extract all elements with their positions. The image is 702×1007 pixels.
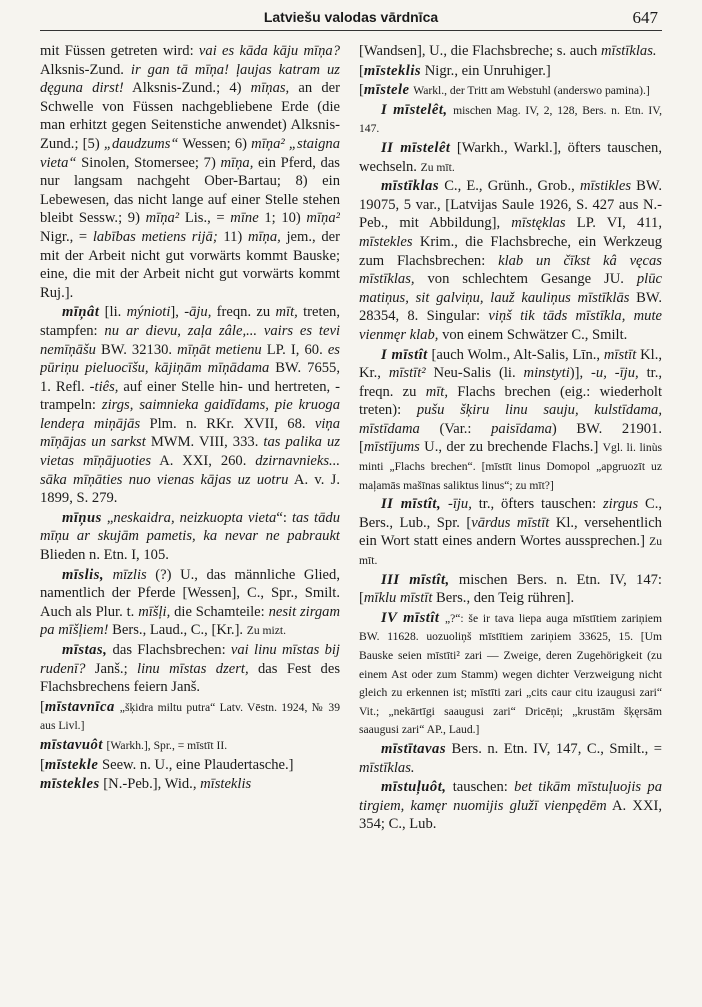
entry-text: U., der zu brechende Flachs.] — [419, 439, 603, 456]
italic-text: viņš tik tāds mīstīkla, mute vienmęr klab, — [359, 308, 662, 343]
entry-text: Janš.; — [85, 660, 138, 677]
dictionary-entry — [359, 778, 662, 834]
entry-text: Lis., = — [179, 210, 231, 227]
entry-text: mit Füssen getreten wird: — [40, 43, 199, 59]
italic-text: plūc matiņus, sit galviņu, lauž kauliņus mīstīklās — [359, 271, 662, 306]
dictionary-entry — [40, 775, 340, 794]
entry-headword: mīstītavas — [381, 740, 446, 757]
entry-text: BW. 28354, 8. Singular: — [359, 289, 662, 325]
entry-text: BW. 19075, 5 var., [Latvijas Saule 1926, S. 427 aus N.-Peb., mit Abbildung], — [359, 178, 662, 232]
dictionary-entry — [40, 736, 340, 755]
entry-text: treten, stampfen: — [40, 304, 340, 339]
entry-text: ein Pferd, das nur langsam nachgeht Ober-Bartau; 8) ein Lebewesen, das nicht lange auf einer Stelle stehen bleibt Sessw.; 9) — [40, 154, 340, 227]
left-column — [40, 42, 340, 992]
entry-text: Bers., den Teig rühren]. — [432, 590, 575, 607]
entry-headword: I mīstelêt, — [381, 101, 448, 118]
entry-text: [li. — [99, 304, 127, 321]
italic-text: mīstęklas — [511, 215, 566, 232]
entry-text: tauschen: — [446, 779, 515, 796]
entry-text: jem., der mit der Arbeit nicht gut vorwärts kommt Bauske; eine, die mit der Arbeit nicht gut vorwärts kommt Ruj.]. — [40, 228, 340, 301]
dictionary-entry — [40, 641, 340, 697]
entry-text: Kl., Kr., — [359, 346, 662, 382]
italic-text: mīšļi, — [138, 603, 171, 620]
dictionary-entry — [359, 571, 662, 608]
italic-text: mīņa² — [306, 210, 340, 227]
entry-text: “: — [276, 509, 292, 526]
entry-text: Sinolen, Stomersee; 7) — [76, 154, 221, 171]
italic-text: minstyti — [523, 365, 570, 382]
entry-headword: mīstekles — [40, 776, 100, 793]
italic-text: vai linu mīstas bij rudenī? — [40, 642, 340, 677]
entry-text: A. XXI, 354; C., Lub. — [359, 797, 662, 833]
entry-text: (Var.: — [419, 420, 492, 437]
entry-text: [Warkh., Warkl.], öfters tauschen, wechseln. — [359, 139, 662, 175]
entry-headword: mīsteklis — [363, 62, 422, 79]
entry-text: C., Bers., Lub., Spr. [ — [359, 496, 662, 531]
italic-text: viņa mīņājas un sarkst — [40, 415, 340, 451]
entry-text: das Fest des Flachsbrechens feiern Janš. — [40, 660, 340, 696]
italic-text: mīsteklis — [200, 776, 252, 793]
italic-text: ir gan tā mīņa! ļaujas katram uz dęguna dirst! — [40, 61, 340, 97]
entry-text: Seew. n. U., eine Plaudertasche.] — [98, 756, 294, 773]
entry-text: [ — [359, 82, 364, 99]
entry-text: Neu-Salis (li. — [425, 365, 524, 382]
entry-headword: II mīstelêt — [381, 139, 451, 156]
small-note: Zu mīt. — [359, 535, 662, 568]
italic-text: tiês, — [94, 378, 119, 395]
italic-text: mīņāt metienu — [177, 341, 262, 358]
entry-headword: mīstavnīca — [44, 698, 115, 715]
italic-text: mīklu mīstīt — [363, 590, 433, 607]
entry-headword: III mīstît, — [381, 571, 450, 588]
italic-text: mīt, — [275, 304, 298, 321]
dictionary-entry — [359, 609, 662, 739]
dictionary-entry — [359, 495, 662, 569]
running-header — [40, 8, 662, 31]
italic-text: labības metiens rijā; — [92, 228, 218, 245]
italic-text: mīt, — [425, 383, 448, 400]
entry-text: Blieden n. Etn. I, 105. — [40, 547, 169, 564]
entry-text: BW. 7655, 1. Refl. - — [40, 360, 340, 395]
italic-text: zirgs, saimnieka gaidīdams, pie kruoga lendeŗa miņājās — [40, 397, 340, 432]
italic-text: mīstīklas. — [359, 759, 415, 776]
entry-text: freqn. zu — [211, 304, 276, 321]
entry-text: mischen Bers. n. Etn. IV, 147: [ — [359, 571, 662, 607]
dictionary-entry — [359, 740, 662, 777]
entry-text: A. v. J. 1899, S. 279. — [40, 471, 340, 507]
small-note: Warkl., der Tritt am Webstuhl (anderswo pamina).] — [413, 84, 650, 98]
italic-text: vai es kāda kāju mīņa? — [198, 43, 340, 59]
entry-text: Kl., versehentlich ein Wort statt eines andern Wortes aussprechen.] — [359, 514, 662, 550]
entry-text: BW. 32130. — [95, 341, 178, 358]
italic-text: mīstikles — [579, 178, 632, 195]
italic-text: u, — [595, 365, 607, 382]
italic-text: es pūriņu pieluocīšu, kājiņām mīņādama — [40, 341, 340, 377]
italic-text: vārdus mīstīt — [471, 514, 550, 531]
italic-text: nu ar dievu, zaļa zâle,... vairs es tevi nemīņāšu — [40, 322, 340, 358]
small-note: Zu mizt. — [246, 624, 287, 638]
dictionary-entry — [359, 177, 662, 344]
entry-text: Flachs brechen (eig.: wiederholt treten): — [359, 383, 662, 419]
dictionary-entry — [359, 81, 662, 100]
small-note: [Warkh.], Spr., = mīstīt II. — [106, 738, 228, 752]
entry-text: ], - — [170, 304, 190, 321]
italic-text: mīņa² — [145, 210, 180, 227]
entry-text: die Schamteile: — [170, 603, 269, 620]
dictionary-entry — [40, 303, 340, 508]
italic-text: mýnioti — [126, 304, 171, 321]
entry-text: 1; 10) — [258, 210, 307, 227]
italic-text: mīstīt — [603, 346, 637, 363]
small-note: Vgl. li. linùs minti „Flachs brechen“. [mīstīt linus Domopol „apgruozīt uz maļamās mašīnas saliktus linus“; zu mīt?] — [359, 441, 662, 492]
italic-text: īju, — [619, 365, 639, 382]
entry-text: Bers. n. Etn. IV, 147, C., Smilt., = — [446, 740, 662, 757]
small-note: Zu mīt. — [420, 160, 455, 174]
entry-headword: II mīstît, — [381, 496, 442, 513]
entry-text: [Wandsen], U., die Flachsbreche; s. auch — [359, 43, 601, 59]
italic-text: bet tikām mīstuļuojis pa tirgiem, kamęr nuomijis glužī vienpędēm — [359, 779, 662, 814]
italic-text: mīzlis — [112, 566, 147, 583]
italic-text: mīstekles — [359, 233, 413, 250]
entry-text: LP. VI, 411, — [565, 215, 662, 232]
entry-text: Nigr., = — [40, 228, 93, 245]
entry-text: Wessen; 6) — [178, 135, 252, 152]
italic-text: paisīdama — [491, 420, 552, 437]
dictionary-entry — [359, 42, 662, 61]
dictionary-entry — [359, 139, 662, 176]
entry-headword: mīstuļuôt, — [381, 779, 447, 796]
entry-text: LP. I, 60. — [261, 341, 328, 358]
entry-headword: IV mīstît — [381, 609, 440, 626]
entry-text: Krim., die Flachsbreche, ein Werkzeug zum Flachsbrechen: — [359, 233, 662, 269]
italic-text: dzirnavnieks... sāka mīņāties nuo vienas kājas uz uotru — [40, 453, 340, 488]
dictionary-entry — [40, 566, 340, 640]
entry-text: tr., öfters tauschen: — [471, 496, 603, 513]
italic-text: klab un čīkst kâ vęcas mīstīklas, — [359, 252, 662, 288]
dictionary-entry — [40, 509, 340, 565]
entry-text: 11) — [217, 228, 248, 245]
entry-text: Alksnis-Zund. — [40, 61, 131, 78]
entry-text: C., E., Grünh., Grob., — [439, 178, 580, 195]
italic-text: īju, — [452, 496, 472, 513]
entry-text: [ — [40, 698, 45, 715]
entry-text: Nigr., ein Unruhiger.] — [421, 62, 551, 79]
italic-text: mīņa, — [220, 154, 254, 171]
italic-text: mīstījums — [363, 439, 420, 456]
entry-text: (?) U., das männliche Glied, namentlich der Pferde [Wessen], C., Spr., Smilt. Auch als Plur. t. — [40, 566, 340, 620]
entry-text: das Flachsbrechen: — [107, 642, 231, 658]
entry-text: MWM. VIII, 333. — [145, 434, 264, 451]
entry-text: „ — [101, 509, 114, 526]
entry-text: Alksnis-Zund.; 4) — [123, 80, 251, 97]
small-note: „šķidra miltu putra“ Latv. Vēstn. 1924, № 39 aus Livl.] — [40, 700, 340, 733]
italic-text: mīne — [230, 210, 259, 227]
italic-text: tas palika uz vietas mīņājuoties — [40, 434, 340, 470]
entry-text: an der Schwelle von Füssen nachgebliebene Erde (die man erhitzt gegen Seitenstiche anwendet) Alksnis-Zund.; [5) — [40, 80, 340, 152]
italic-text: neskaidra, neizkuopta vieta — [113, 509, 277, 526]
italic-text: mīņa² „staigna vieta“ — [40, 135, 340, 171]
italic-text: mīņa, — [247, 228, 281, 245]
entry-headword: mīstele — [363, 82, 410, 99]
entry-text: [ — [40, 756, 45, 773]
entry-text: [ — [359, 62, 364, 79]
italic-text: nesit zirgam pa mīšļiem! — [40, 603, 340, 639]
entry-text: auf einer Stelle hin- und hertreten, -trampeln: — [40, 378, 340, 414]
dictionary-entry — [359, 346, 662, 495]
entry-text: Bers., Laud., C., [Kr.]. — [108, 622, 247, 639]
entry-text: A. XXI, 260. — [151, 453, 256, 470]
italic-text: āju, — [189, 304, 212, 321]
page-number: 647 — [632, 8, 658, 27]
dictionary-entry — [40, 756, 340, 775]
italic-text: mīņas, — [250, 80, 290, 97]
entry-text: von schlechtem Gesange JU. — [414, 271, 637, 288]
italic-text: tas tādu mīņu ar skujām pametis, ka nevar ne pabraukt — [40, 509, 340, 545]
entry-text — [104, 567, 113, 583]
italic-text: mīstīklas. — [600, 43, 657, 59]
dictionary-entry — [359, 101, 662, 138]
small-note: „?“: še ir tava liepa auga mīstītiem zariņiem BW. 11628. uozuoliņš mīstītiem zariņiem 33625, 15. [Um Bauske seien mīstīti² zari — Zweige, deren Zugehörigkeit (zu einem Ast oder zum Stamm) wegen dichter Verzweigung nicht gleich zu erkennen ist; mīstīti zari „cits caur citu izaugusi zari“ Vit.; „nekārtīgi saaugusi zari“ Dricēņi; „krustām šķęrsām saaugusi zari“ AP., Laud.] — [359, 611, 662, 737]
entry-text: ) BW. 21901. [ — [359, 420, 662, 456]
entry-headword: mīstekle — [44, 756, 99, 773]
entry-headword: mīstas, — [62, 642, 108, 658]
entry-text: )], - — [569, 365, 596, 382]
entry-text: - — [606, 365, 620, 382]
entry-headword: mīstīklas — [381, 178, 440, 195]
entry-text: Plm. n. RKr. XVII, 68. — [140, 415, 315, 432]
dictionary-entry — [40, 42, 340, 302]
entry-text: tr., freqn. zu — [359, 365, 662, 400]
italic-text: „daudzums“ — [103, 135, 179, 152]
entry-headword: I mīstît — [381, 346, 428, 363]
entry-headword: mīslis, — [62, 566, 105, 583]
italic-text: linu mīstas dzert, — [137, 660, 249, 677]
entry-text: - — [441, 496, 453, 513]
italic-text: zirgus — [602, 496, 639, 513]
dictionary-entry — [359, 62, 662, 81]
entry-text: [auch Wolm., Alt-Salis, Līn., — [427, 346, 604, 363]
entry-text: [N.-Peb.], Wid., — [99, 776, 201, 793]
header-title: Latviešu valodas vārdnīca — [263, 9, 439, 25]
italic-text: mīstīt² — [388, 365, 426, 382]
dictionary-entry — [40, 698, 340, 735]
italic-text: pušu šķiru linu sauju, kulstīdama, mīstīdama — [359, 402, 662, 437]
right-column — [359, 42, 662, 992]
entry-text: von einem Schwätzer C., Smilt. — [438, 326, 628, 343]
entry-headword: mīstavuôt — [40, 736, 103, 753]
entry-headword: mīņât — [62, 304, 100, 321]
small-note: mischen Mag. IV, 2, 128, Bers. n. Etn. IV, 147. — [359, 103, 662, 136]
entry-headword: mīņus — [62, 509, 102, 526]
